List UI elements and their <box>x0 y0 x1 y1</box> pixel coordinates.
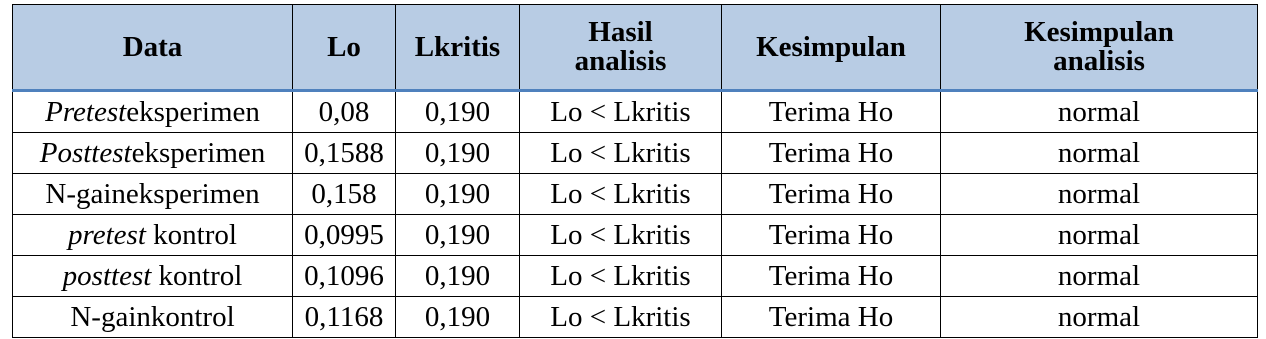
cell-data: posttest kontrol <box>13 256 293 297</box>
table-body <box>13 91 1258 338</box>
cell-kesimpulan: Terima Ho <box>722 133 941 174</box>
cell-lkritis: 0,190 <box>396 133 520 174</box>
cell-data: Posttesteksperimen <box>13 133 293 174</box>
cell-kesimpulan-analisis: normal <box>941 91 1258 133</box>
cell-kesimpulan-analisis: normal <box>941 297 1258 338</box>
cell-kesimpulan-analisis: normal <box>941 256 1258 297</box>
cell-lkritis: 0,190 <box>396 215 520 256</box>
table-row <box>13 174 1258 215</box>
cell-lkritis: 0,190 <box>396 297 520 338</box>
cell-kesimpulan-analisis: normal <box>941 174 1258 215</box>
cell-kesimpulan: Terima Ho <box>722 215 941 256</box>
cell-hasil: Lo < Lkritis <box>520 91 722 133</box>
table-row <box>13 297 1258 338</box>
cell-hasil: Lo < Lkritis <box>520 256 722 297</box>
cell-lo: 0,1588 <box>293 133 396 174</box>
cell-lo: 0,1096 <box>293 256 396 297</box>
header-lo: Lo <box>293 5 396 91</box>
cell-data: N-gainkontrol <box>13 297 293 338</box>
header-row <box>13 5 1258 91</box>
table-header <box>13 5 1258 91</box>
cell-lo: 0,158 <box>293 174 396 215</box>
cell-hasil: Lo < Lkritis <box>520 297 722 338</box>
header-lkritis: Lkritis <box>396 5 520 91</box>
cell-data: Pretesteksperimen <box>13 91 293 133</box>
cell-kesimpulan: Terima Ho <box>722 256 941 297</box>
table-row <box>13 91 1258 133</box>
cell-hasil: Lo < Lkritis <box>520 174 722 215</box>
cell-lo: 0,0995 <box>293 215 396 256</box>
cell-kesimpulan-analisis: normal <box>941 133 1258 174</box>
cell-lkritis: 0,190 <box>396 91 520 133</box>
cell-lkritis: 0,190 <box>396 174 520 215</box>
cell-kesimpulan-analisis: normal <box>941 215 1258 256</box>
cell-kesimpulan: Terima Ho <box>722 174 941 215</box>
header-kesimpulan: Kesimpulan <box>722 5 941 91</box>
table-row <box>13 133 1258 174</box>
cell-data: pretest kontrol <box>13 215 293 256</box>
cell-lkritis: 0,190 <box>396 256 520 297</box>
table-row <box>13 256 1258 297</box>
cell-hasil: Lo < Lkritis <box>520 133 722 174</box>
cell-data: N-gaineksperimen <box>13 174 293 215</box>
header-hasil-analisis: Hasil analisis <box>520 5 722 91</box>
cell-kesimpulan: Terima Ho <box>722 91 941 133</box>
cell-kesimpulan: Terima Ho <box>722 297 941 338</box>
cell-hasil: Lo < Lkritis <box>520 215 722 256</box>
cell-lo: 0,1168 <box>293 297 396 338</box>
cell-lo: 0,08 <box>293 91 396 133</box>
table-row <box>13 215 1258 256</box>
normality-test-table <box>12 4 1258 338</box>
header-data: Data <box>13 5 293 91</box>
header-kesimpulan-analisis: Kesimpulan analisis <box>941 5 1258 91</box>
